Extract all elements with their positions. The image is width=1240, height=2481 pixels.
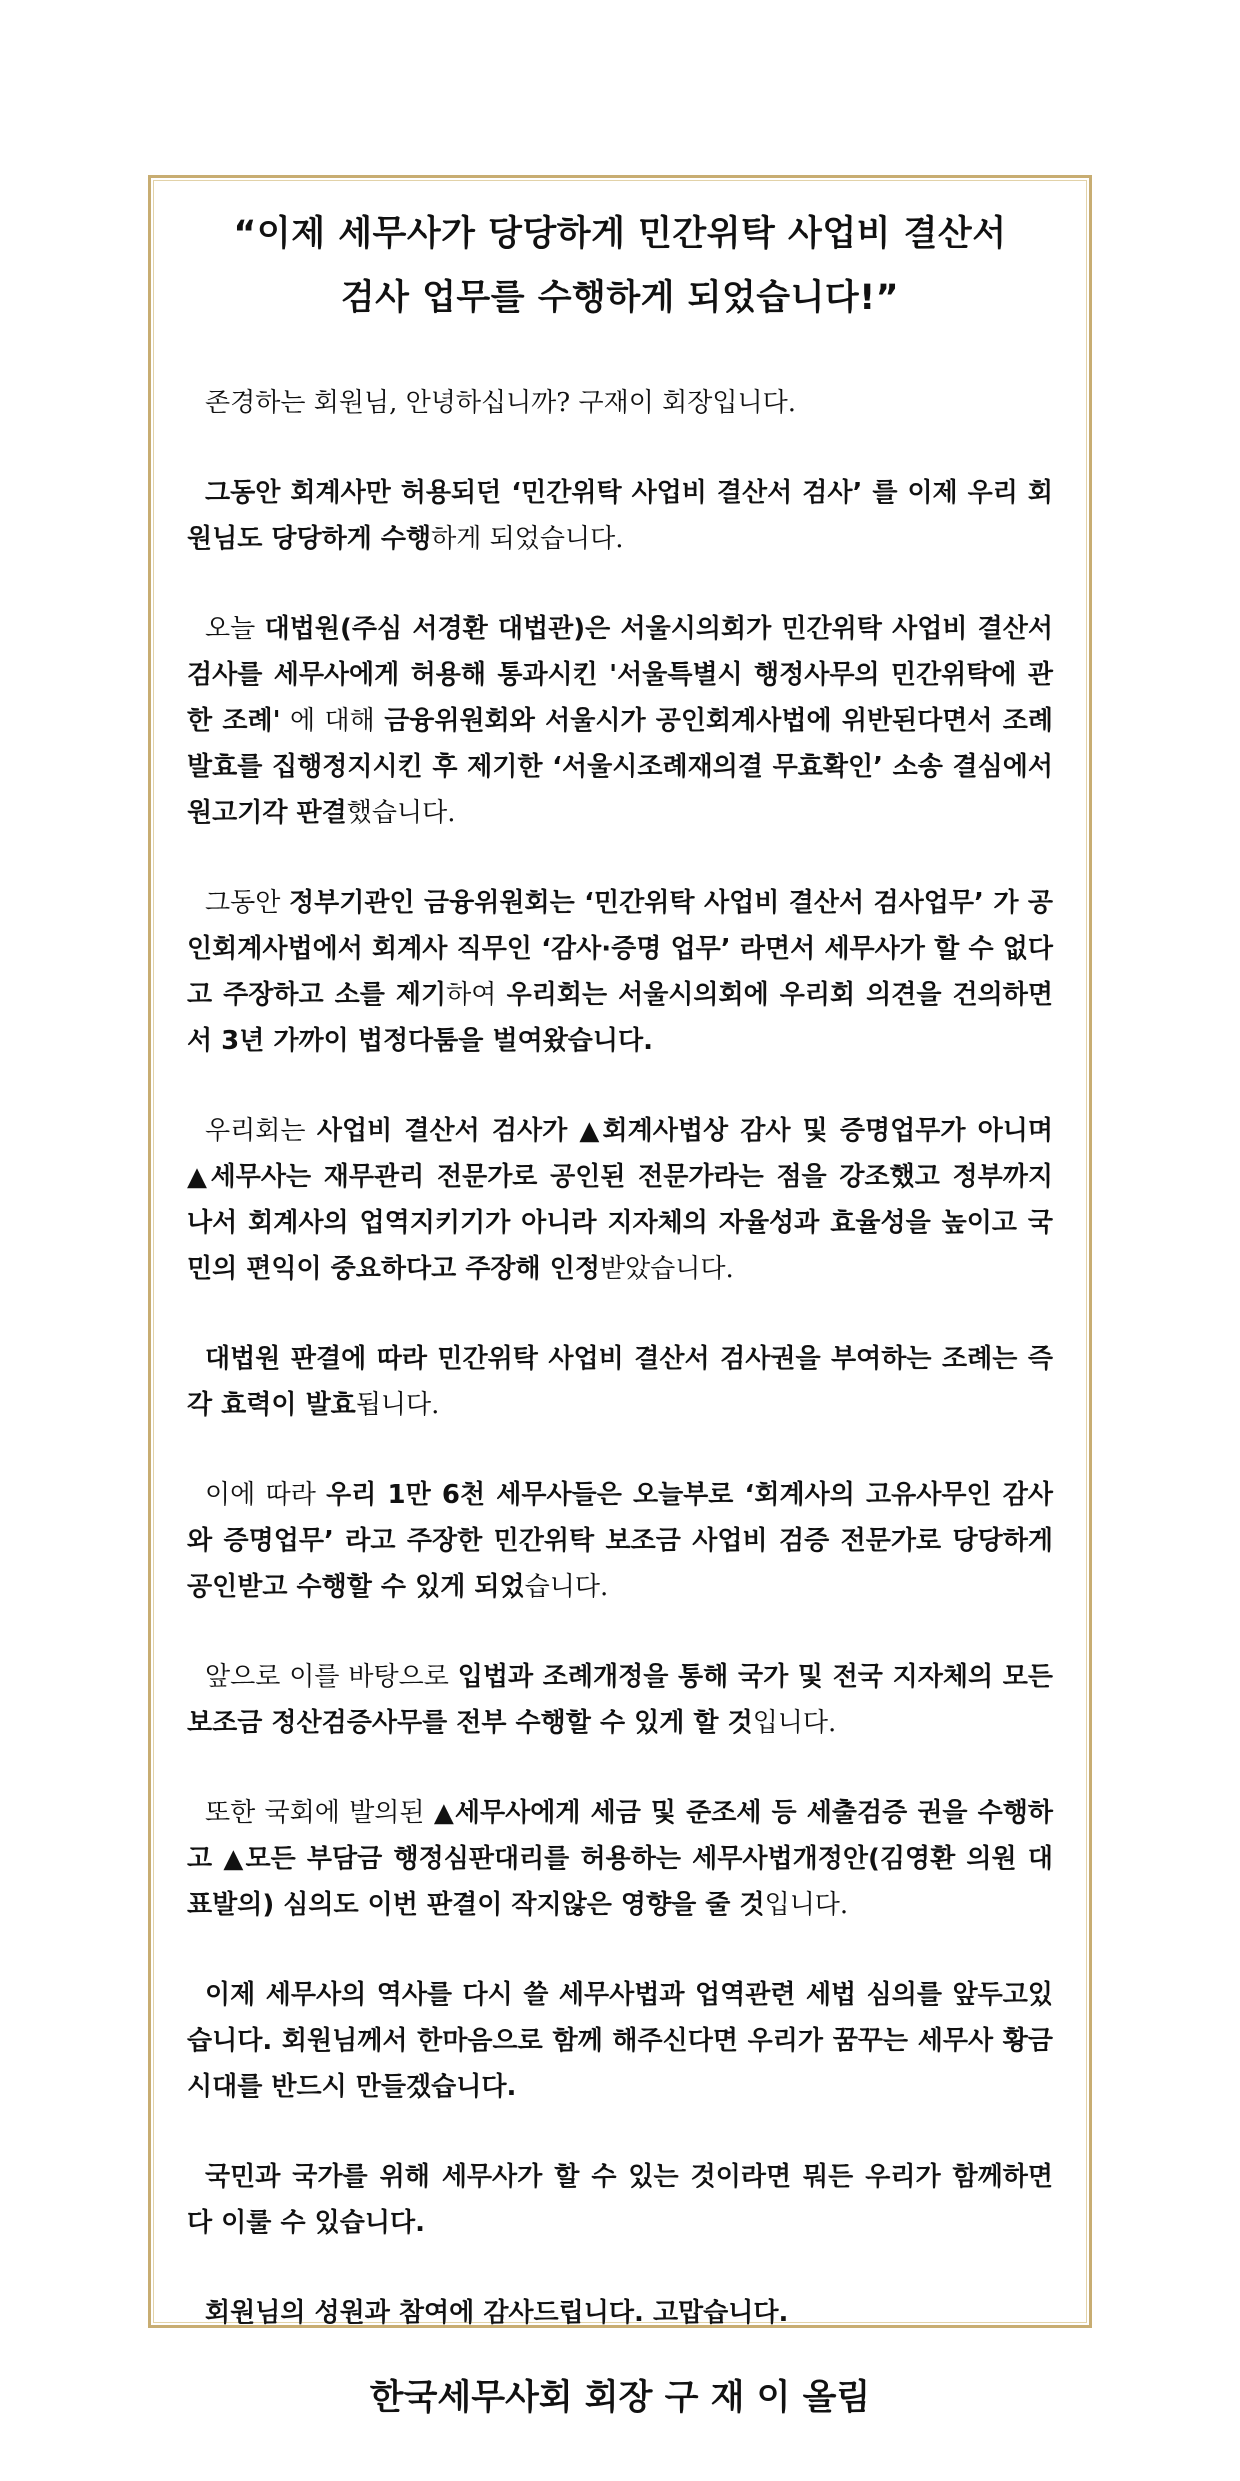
paragraph-2-tail: 했습니다. [346, 798, 456, 828]
paragraph-9 [187, 1972, 1053, 2110]
title-line-2: 검사 업무를 수행하게 되었습니다!” [340, 278, 900, 318]
paragraph-5-bold: 대법원 판결에 따라 민간위탁 사업비 결산서 검사권을 부여하는 조례는 즉각 효력이 발효 [187, 1344, 1053, 1420]
signature: 한국세무사회 회장 구 재 이 올림 [369, 2378, 871, 2418]
paragraph-7 [187, 1654, 1053, 1746]
paragraph-4-lead: 우리회는 [205, 1116, 317, 1146]
paragraph-7-tail: 입니다. [752, 1708, 837, 1738]
paragraph-5-tail: 됩니다. [355, 1390, 440, 1420]
paragraph-7-bold: 입법과 조례개정을 통해 국가 및 전국 지자체의 모든 보조금 정산검증사무를 전부 수행할 수 있게 할 것 [187, 1662, 1053, 1738]
paragraph-5 [187, 1336, 1053, 1428]
paragraph-8 [187, 1790, 1053, 1928]
paragraph-6 [187, 1472, 1053, 1610]
paragraph-2-mid: 에 대해 [280, 706, 385, 736]
paragraph-8-tail: 입니다. [764, 1890, 849, 1920]
paragraph-11 [187, 2290, 1053, 2336]
paragraph-10-text: 국민과 국가를 위해 세무사가 할 수 있는 것이라면 뭐든 우리가 함께하면 다 이룰 수 있습니다. [187, 2162, 1053, 2238]
paragraph-2-bold-2: 금융위원회와 서울시가 공인회계사법에 위반된다면서 조례 발효를 집행정지시킨 후 제기한 ‘서울시조례재의결 무효확인’ 소송 결심에서 원고기각 판결 [187, 706, 1053, 828]
paragraph-1 [187, 470, 1053, 562]
greeting-text: 존경하는 회원님, 안녕하십니까? 구재이 회장입니다. [205, 388, 796, 418]
paragraph-1-tail: 하게 되었습니다. [431, 524, 624, 554]
paragraph-3 [187, 880, 1053, 1064]
paragraph-11-text: 회원님의 성원과 참여에 감사드립니다. 고맙습니다. [205, 2298, 789, 2328]
notice-frame [148, 175, 1092, 2418]
notice-title [187, 202, 1053, 330]
paragraph-6-tail: 습니다. [524, 1572, 609, 1602]
paragraph-3-bold-1: 정부기관인 금융위원회는 ‘민간위탁 사업비 결산서 검사업무’ 가 공인회계사법에서 회계사 직무인 ‘감사·증명 업무’ 라면서 세무사가 할 수 없다고 주장하고 소를 제기 [187, 888, 1053, 1010]
paragraph-4-tail: 받았습니다. [599, 1254, 734, 1284]
paragraph-4-bold: 사업비 결산서 검사가 ▲회계사법상 감사 및 증명업무가 아니며 ▲세무사는 재무관리 전문가로 공인된 전문가라는 점을 강조했고 정부까지 나서 회계사의 업역지키기가 아니라 지자체의 자율성과 효율성을 높이고 국민의 편익이 중요하다고 주장해 인정 [187, 1116, 1053, 1284]
notice-content [187, 178, 1053, 2422]
paragraph-6-lead: 이에 따라 [205, 1480, 327, 1510]
paragraph-3-mid: 하여 [446, 980, 507, 1010]
title-line-1: “이제 세무사가 당당하게 민간위탁 사업비 결산서 [233, 214, 1007, 254]
greeting-paragraph [187, 380, 1053, 426]
paragraph-1-bold: 그동안 회계사만 허용되던 ‘민간위탁 사업비 결산서 검사’ 를 이제 우리 회원님도 당당하게 수행 [187, 478, 1053, 554]
paragraph-9-text: 이제 세무사의 역사를 다시 쓸 세무사법과 업역관련 세법 심의를 앞두고있습니다. 회원님께서 한마음으로 함께 해주신다면 우리가 꿈꾸는 세무사 황금 시대를 반드시 만들겠습니다. [187, 1980, 1053, 2102]
paragraph-10 [187, 2154, 1053, 2246]
paragraph-3-lead: 그동안 [205, 888, 290, 918]
paragraph-6-bold: 우리 1만 6천 세무사들은 오늘부로 ‘회계사의 고유사무인 감사와 증명업무’ 라고 주장한 민간위탁 보조금 사업비 검증 전문가로 당당하게 공인받고 수행할 수 있게 되었 [187, 1480, 1053, 1602]
paragraph-8-bold: ▲세무사에게 세금 및 준조세 등 세출검증 권을 수행하고 ▲모든 부담금 행정심판대리를 허용하는 세무사법개정안(김영환 의원 대표발의) 심의도 이번 판결이 작지않은 영향을 줄 것 [187, 1798, 1053, 1920]
paragraph-8-lead: 또한 국회에 발의된 [205, 1798, 434, 1828]
paragraph-2 [187, 606, 1053, 836]
paragraph-4 [187, 1108, 1053, 1292]
paragraph-2-bold-1: 대법원(주심 서경환 대법관)은 서울시의회가 민간위탁 사업비 결산서 검사를 세무사에게 허용해 통과시킨 '서울특별시 행정사무의 민간위탁에 관한 조례' [187, 614, 1054, 736]
paragraph-7-lead: 앞으로 이를 바탕으로 [205, 1662, 458, 1692]
paragraph-2-lead: 오늘 [205, 614, 265, 644]
paragraph-3-bold-2: 우리회는 서울시의회에 우리회 의견을 건의하면서 3년 가까이 법정다툼을 벌여왔습니다. [187, 980, 1054, 1056]
